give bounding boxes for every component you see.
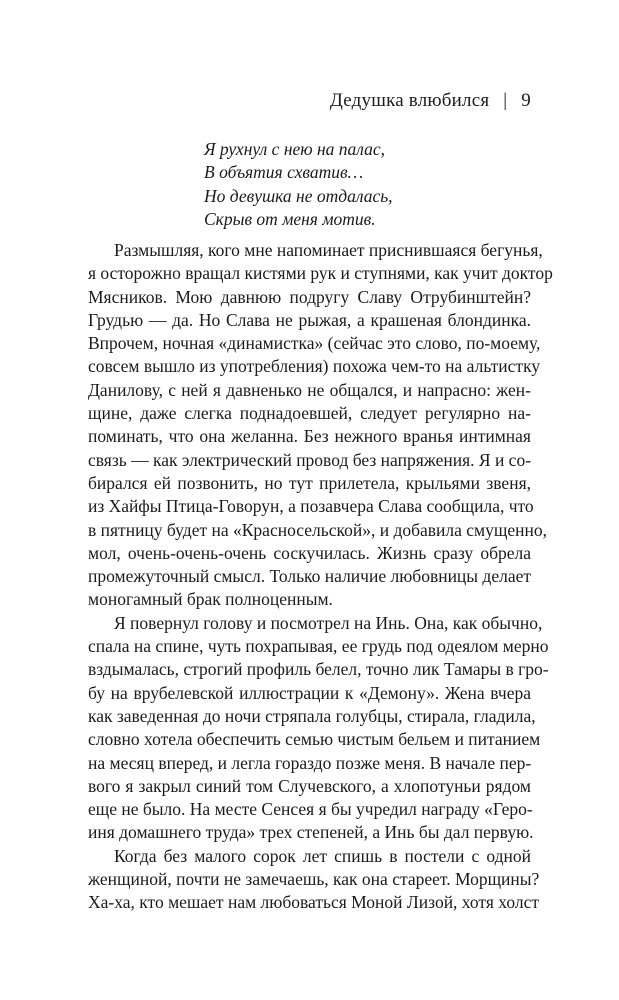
paragraph-line: как заведенная до ночи стряпала голубцы, стирала, гладила, xyxy=(88,705,536,726)
paragraph xyxy=(88,239,553,612)
poem-line: Я рухнул с нею на палас, xyxy=(204,139,386,159)
paragraph-line: Размышляя, кого мне напоминает приснившаяся бегунья, xyxy=(114,240,543,260)
paragraph-line: совсем вышло из употребления) похожа чем-то на альтистку xyxy=(88,356,541,377)
paragraph-line: бирался ей позвонить, но тут прилетела, крыльями звеня, xyxy=(88,472,531,493)
paragraph-line: в пятницу будет на «Красносельской», и добавила смущенно, xyxy=(88,519,547,540)
paragraph-line: Ха-ха, кто мешает нам любоваться Моной Лизой, хотя холст xyxy=(88,892,540,913)
paragraph-line: Когда без малого сорок лет спишь в постели с одной xyxy=(114,845,531,866)
poem-line: В объятия схватив… xyxy=(204,162,364,183)
paragraph-line: Данилову, с ней я давненько не общался, и напрасно: жен- xyxy=(88,379,531,400)
paragraph xyxy=(88,612,549,845)
paragraph-line: Впрочем, ночная «динамистка» (сейчас это слово, по-моему, xyxy=(88,333,541,354)
paragraph-line: еще не было. На месте Сенсея я бы учредил награду «Геро- xyxy=(88,799,533,820)
paragraph-line: Грудью — да. Но Слава не рыжая, а крашеная блондинка. xyxy=(88,309,531,330)
page-number: 9 xyxy=(521,90,531,111)
paragraph-line: на месяц вперед, и легла гораздо позже меня. В начале пер- xyxy=(88,752,532,773)
paragraph-line: связь — как электрический провод без напряжения. Я и со- xyxy=(88,449,532,470)
paragraph-line: бу на врубелевской иллюстрации к «Демону». Жена вчера xyxy=(88,682,531,703)
body-text xyxy=(88,239,553,915)
poem-epigraph xyxy=(204,138,393,231)
paragraph-line: словно хотела обеспечить семью чистым бельем и питанием xyxy=(88,729,541,750)
paragraph xyxy=(88,845,540,915)
paragraph-line: поминать, что она желанна. Без нежного вранья интимная xyxy=(88,426,531,447)
poem-line: Скрыв от меня мотив. xyxy=(204,208,376,229)
paragraph-line: Я повернул голову и посмотрел на Инь. Она, как обычно, xyxy=(114,612,543,633)
running-header xyxy=(330,90,531,112)
paragraph-line: из Хайфы Птица-Говорун, а позавчера Слава сообщила, что xyxy=(88,496,534,517)
paragraph-line: женщиной, почти не замечаешь, как она стареет. Морщины? xyxy=(88,869,540,890)
paragraph-line: мол, очень-очень-очень соскучилась. Жизнь сразу обрела xyxy=(88,542,531,563)
paragraph-line: я осторожно вращал кистями рук и ступнями, как учит доктор xyxy=(88,263,553,284)
running-header-title: Дедушка влюбился xyxy=(329,90,490,111)
paragraph-line: спала на спине, чуть похрапывая, ее грудь под одеялом мерно xyxy=(88,636,549,657)
paragraph-line: щине, даже слегка поднадоевшей, следует регулярно на- xyxy=(88,403,531,424)
paragraph-line: иня домашнего труда» трех степеней, а Инь бы дал первую. xyxy=(88,822,534,843)
paragraph-line: промежуточный смысл. Только наличие любовницы делает xyxy=(88,566,532,587)
poem-line: Но девушка не отдалась, xyxy=(204,185,393,206)
header-separator: | xyxy=(503,90,508,111)
paragraph-line: моногамный брак полноценным. xyxy=(88,589,333,610)
paragraph-line: Мясников. Мою давнюю подругу Славу Отрубинштейн? xyxy=(88,286,531,307)
paragraph-line: вздымалась, строгий профиль белел, точно лик Тамары в гро- xyxy=(88,659,549,680)
paragraph-line: вого я закрыл синий том Случевского, а хлопотуньи рядом xyxy=(88,775,531,796)
